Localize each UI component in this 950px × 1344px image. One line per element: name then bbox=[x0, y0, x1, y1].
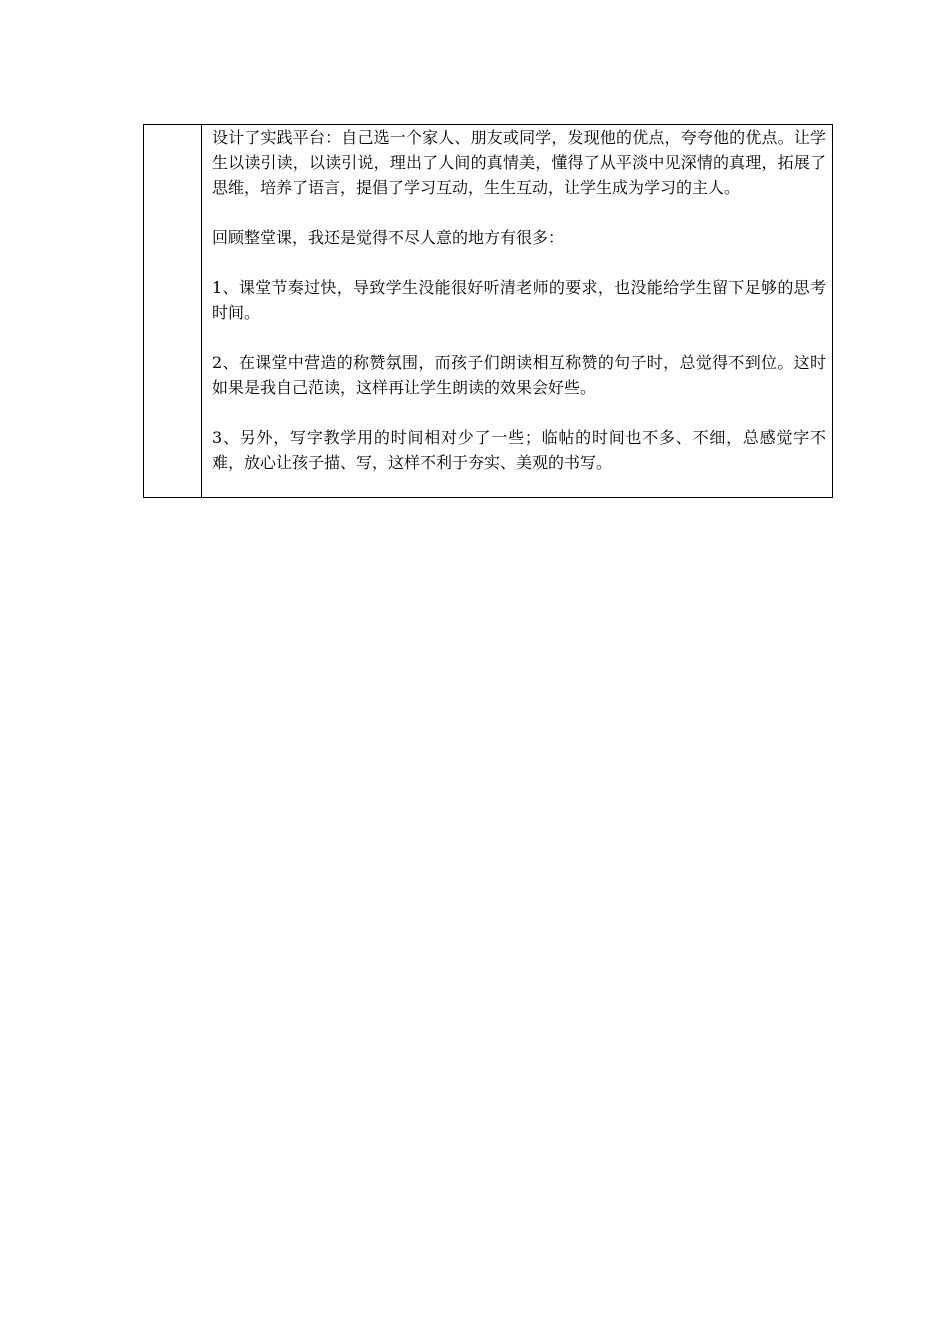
paragraph-review-intro: 回顾整堂课，我还是觉得不尽人意的地方有很多： bbox=[212, 228, 565, 247]
paragraph-point-2: 2、在课堂中营造的称赞氛围，而孩子们朗读相互称赞的句子时，总觉得不到位。这时如果是我自己范读，这样再让学生朗读的效果会好些。 bbox=[212, 353, 826, 397]
label-cell bbox=[144, 125, 202, 498]
paragraph-point-1: 1、课堂节奏过快，导致学生没能很好听清老师的要求，也没能给学生留下足够的思考时间。 bbox=[212, 278, 826, 322]
table-row bbox=[144, 125, 833, 498]
paragraph-practice-platform: 设计了实践平台：自己选一个家人、朋友或同学，发现他的优点，夸夸他的优点。让学生以读引读，以读引说，理出了人间的真情美，懂得了从平淡中见深情的真理，拓展了思维，培养了语言，提倡了学习互动，生生互动，让学生成为学习的主人。 bbox=[212, 128, 826, 197]
reflection-text bbox=[202, 125, 832, 475]
content-cell bbox=[202, 125, 833, 498]
paragraph-point-3: 3、另外，写字教学用的时间相对少了一些；临帖的时间也不多、不细，总感觉字不难，放心让孩子描、写，这样不利于夯实、美观的书写。 bbox=[212, 428, 826, 472]
reflection-table bbox=[143, 124, 833, 498]
